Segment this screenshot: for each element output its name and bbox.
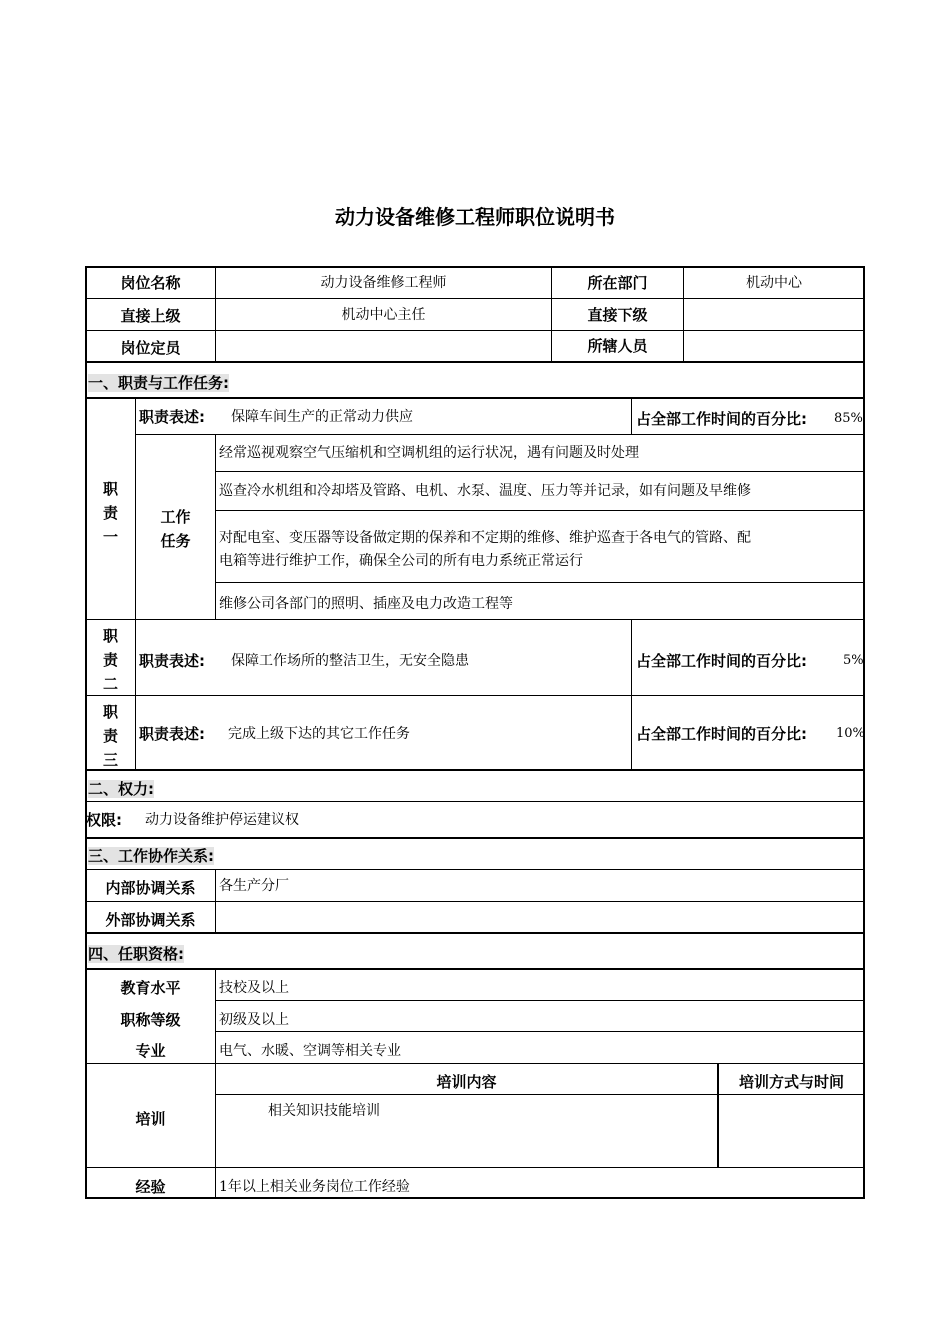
superior-value: 机动中心主任 (341, 307, 426, 323)
major-label: 专业 (135, 1042, 166, 1060)
duty1-desc-label: 职责表述: (139, 408, 205, 426)
title-level-label: 职称等级 (120, 1011, 181, 1029)
department-value: 机动中心 (746, 275, 802, 291)
education-label: 教育水平 (120, 979, 181, 997)
task-item: 巡查冷水机组和冷却塔及管路、电机、水泵、温度、压力等并记录，如有问题及早维修 (219, 483, 751, 499)
duty1-tasks-label: 工作 任务 (160, 508, 191, 550)
title-level-value: 初级及以上 (219, 1012, 289, 1028)
training-content-value: 相关知识技能培训 (268, 1103, 380, 1119)
training-label: 培训 (135, 1110, 166, 1128)
duty3-label: 职 责 三 (102, 703, 118, 769)
position-name-label: 岗位名称 (120, 274, 181, 292)
training-method-header: 培训方式与时间 (738, 1073, 844, 1091)
experience-label: 经验 (135, 1178, 166, 1196)
page-title: 动力设备维修工程师职位说明书 (335, 205, 615, 229)
duty1-label: 职 责 一 (102, 480, 118, 546)
duty2-label: 职 责 二 (102, 627, 118, 693)
external-label: 外部协调关系 (105, 911, 196, 929)
duty2-desc: 保障工作场所的整洁卫生，无安全隐患 (231, 653, 469, 669)
staff-label: 所辖人员 (587, 337, 648, 355)
section1-heading: 一、职责与工作任务: (88, 374, 229, 392)
experience-value: 1年以上相关业务岗位工作经验 (219, 1179, 410, 1195)
section4-heading: 四、任职资格: (88, 945, 184, 963)
internal-label: 内部协调关系 (105, 879, 196, 897)
duty3-desc: 完成上级下达的其它工作任务 (228, 726, 410, 742)
department-label: 所在部门 (587, 274, 648, 292)
internal-value: 各生产分厂 (219, 878, 289, 894)
superior-label: 直接上级 (120, 307, 181, 325)
duty3-pct-label: 占全部工作时间的百分比: (636, 725, 807, 743)
duty1-pct-label: 占全部工作时间的百分比: (636, 410, 807, 428)
major-value: 电气、水暖、空调等相关专业 (219, 1043, 401, 1059)
duty1-desc: 保障车间生产的正常动力供应 (231, 409, 413, 425)
task-item: 电箱等进行维护工作，确保全公司的所有电力系统正常运行 (219, 553, 583, 569)
task-item: 对配电室、变压器等设备做定期的保养和不定期的维修、维护巡查于各电气的管路、配 (219, 530, 751, 546)
duty3-desc-label: 职责表述: (139, 725, 205, 743)
authority-label: 权限: (86, 811, 122, 829)
duty2-desc-label: 职责表述: (139, 652, 205, 670)
duty2-pct-label: 占全部工作时间的百分比: (636, 652, 807, 670)
education-value: 技校及以上 (219, 980, 289, 996)
subordinate-label: 直接下级 (587, 306, 648, 324)
section3-heading: 三、工作协作关系: (88, 847, 214, 865)
duty2-pct: 5% (843, 653, 864, 668)
section2-heading: 二、权力: (88, 780, 154, 798)
position-name-value: 动力设备维修工程师 (320, 275, 447, 291)
headcount-label: 岗位定员 (120, 339, 181, 357)
duty1-pct: 85% (834, 411, 863, 426)
authority-value: 动力设备维护停运建议权 (145, 812, 299, 828)
duty3-pct: 10% (836, 726, 865, 741)
task-item: 维修公司各部门的照明、插座及电力改造工程等 (219, 596, 513, 612)
task-item: 经常巡视观察空气压缩机和空调机组的运行状况，遇有问题及时处理 (219, 445, 639, 461)
training-content-header: 培训内容 (436, 1073, 497, 1091)
